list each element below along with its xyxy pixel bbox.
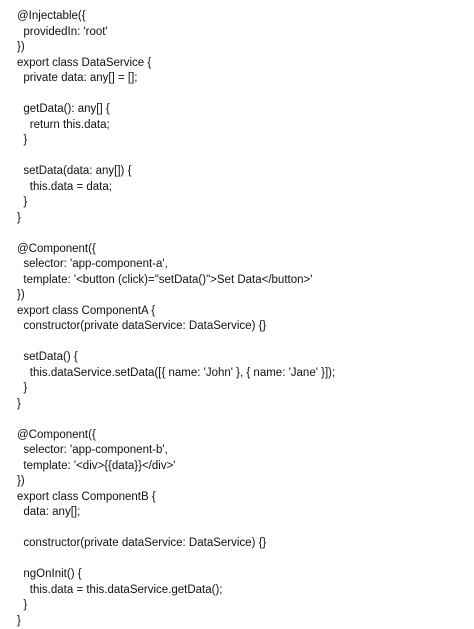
code-line: } [17, 195, 335, 211]
code-line [17, 335, 335, 351]
code-line: export class ComponentB { [17, 490, 335, 506]
code-line: } [17, 211, 335, 227]
code-line: } [17, 133, 335, 149]
code-line: @Component({ [17, 428, 335, 444]
code-line: export class DataService { [17, 56, 335, 72]
code-line [17, 149, 335, 165]
code-line: selector: 'app-component-b', [17, 443, 335, 459]
code-line: data: any[]; [17, 505, 335, 521]
code-line: constructor(private dataService: DataService) {} [17, 319, 335, 335]
code-line: selector: 'app-component-a', [17, 257, 335, 273]
code-block [17, 9, 335, 629]
code-line: this.data = data; [17, 180, 335, 196]
code-line: setData(data: any[]) { [17, 164, 335, 180]
code-line: constructor(private dataService: DataService) {} [17, 536, 335, 552]
code-line [17, 226, 335, 242]
code-line: setData() { [17, 350, 335, 366]
code-line [17, 87, 335, 103]
code-line: getData(): any[] { [17, 102, 335, 118]
code-line: this.data = this.dataService.getData(); [17, 583, 335, 599]
code-line: template: '<div>{{data}}</div>' [17, 459, 335, 475]
code-line [17, 521, 335, 537]
code-line: return this.data; [17, 118, 335, 134]
code-line [17, 412, 335, 428]
code-line: } [17, 397, 335, 413]
code-line: export class ComponentA { [17, 304, 335, 320]
code-line: providedIn: 'root' [17, 25, 335, 41]
code-line: template: '<button (click)="setData()">Set Data</button>' [17, 273, 335, 289]
code-line: }) [17, 474, 335, 490]
code-line: @Component({ [17, 242, 335, 258]
code-line: } [17, 614, 335, 629]
code-line: } [17, 598, 335, 614]
code-line: @Injectable({ [17, 9, 335, 25]
code-line: } [17, 381, 335, 397]
code-line: }) [17, 288, 335, 304]
code-line: ngOnInit() { [17, 567, 335, 583]
code-line [17, 552, 335, 568]
code-line: this.dataService.setData([{ name: 'John' }, { name: 'Jane' }]); [17, 366, 335, 382]
code-line: private data: any[] = []; [17, 71, 335, 87]
code-line: }) [17, 40, 335, 56]
